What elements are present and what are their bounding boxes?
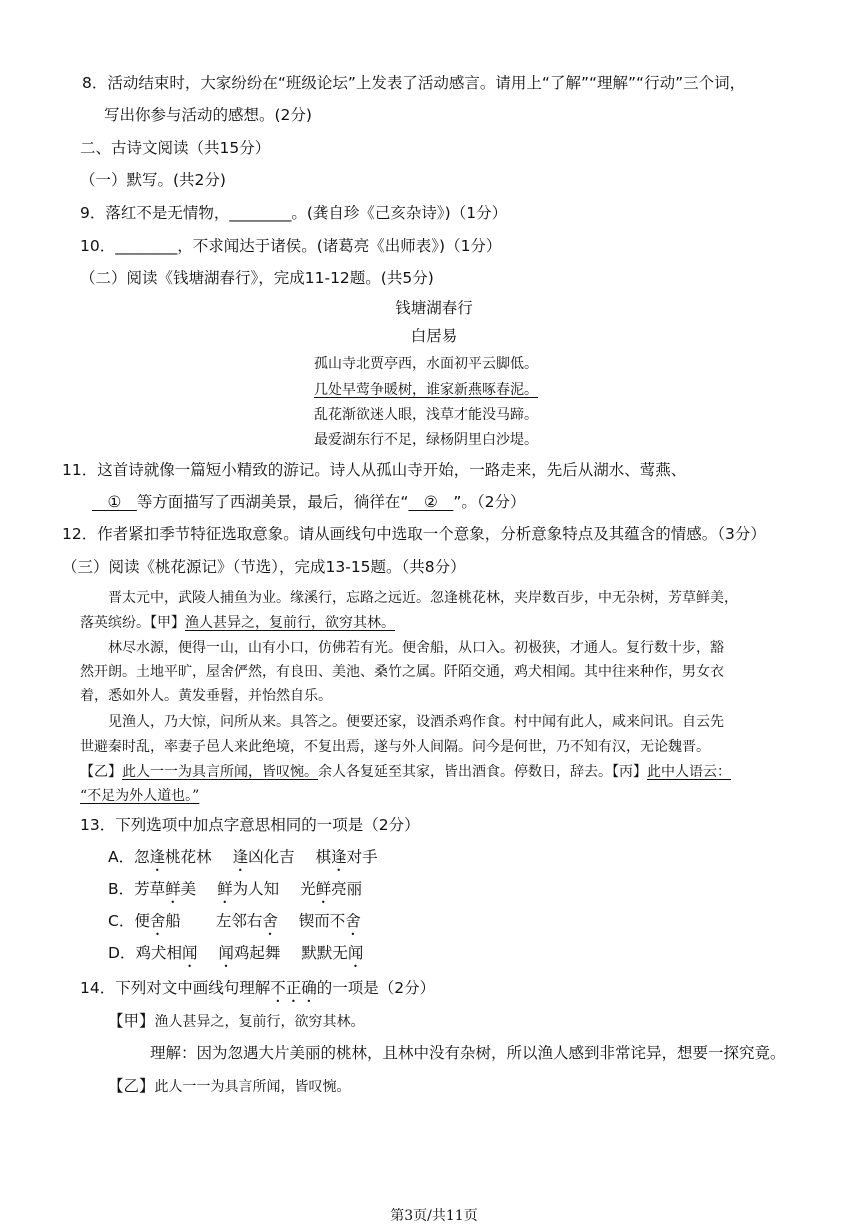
poem-line-1: 孤山寺北贾亭西，水面初平云脚低。 — [314, 356, 538, 372]
part3-title: （三）阅读《桃花源记》（节选），完成13-15题。（共8分） — [62, 558, 466, 576]
q14-stem-text: 的一项是（2分） — [316, 979, 436, 997]
section2-title: 二、古诗文阅读（共15分） — [80, 139, 271, 157]
passage-text: 【乙】 — [80, 764, 122, 780]
option-word: 棋逢对手 — [315, 848, 378, 866]
option-word: 闻鸡起舞 — [218, 944, 281, 962]
passage-p2-line1: 林尽水源，便得一山，山有小口，仿佛若有光。便舍船，从口入。初极狭，才通人。复行数十步，豁 — [108, 640, 724, 656]
option-word: 逢凶化吉 — [232, 848, 295, 866]
q8-line1: 8．活动结束时，大家纷纷在“班级论坛”上发表了活动感言。请用上“了解”“理解”“行动”三个词， — [82, 74, 746, 92]
option-label: B． — [108, 880, 135, 898]
q12: 12．作者紧扣季节特征选取意象。请从画线句中选取一个意象，分析意象特点及其蕴含的情感。（3分） — [62, 525, 766, 543]
option-label: C． — [108, 912, 135, 930]
q9: 9．落红不是无情物，________。(龚自珍《己亥杂诗》)（1分） — [80, 204, 508, 222]
option-label: A． — [108, 848, 135, 866]
passage-p2-line2: 然开朗。土地平旷，屋舍俨然，有良田、美池、桑竹之属。阡陌交通，鸡犬相闻。其中往来种作，男女衣 — [80, 664, 724, 680]
option-word: 鸡犬相闻 — [135, 944, 198, 962]
q11-line2b: ”。（2分） — [453, 493, 526, 511]
q14-stem-text: 14．下列对文中画线句理解 — [80, 979, 271, 997]
q14-jia-text: 渔人甚异之，复前行，欲穷其林。 — [154, 1014, 365, 1030]
q13-option-d — [108, 943, 363, 971]
q14-jia — [108, 1011, 365, 1032]
q14-yi-text: 此人一一为具言所闻，皆叹惋。 — [154, 1079, 351, 1095]
part2-title: （二）阅读《钱塘湖春行》，完成11-12题。(共5分) — [80, 269, 434, 287]
passage-p1-line2 — [80, 613, 395, 633]
q13-option-c — [108, 911, 361, 939]
q14-jia-understanding: 理解：因为忽遇大片美丽的桃林，且林中没有杂树，所以渔人感到非常诧异，想要一探究竟。 — [150, 1044, 786, 1062]
passage-text: 余人各复延至其家，皆出酒食。停数日，辞去。【丙】 — [318, 764, 647, 780]
option-word: 鲜为人知 — [217, 880, 280, 898]
q11-blank-2: ② — [408, 493, 454, 511]
poem-line-3: 乱花渐欲迷人眼，浅草才能没马蹄。 — [314, 407, 538, 423]
option-word: 忽逢桃花林 — [134, 848, 212, 866]
passage-p3-line4: “不足为外人道也。” — [80, 788, 200, 804]
q14-stem-emphasis: 不正确 — [270, 979, 317, 997]
q13-stem: 13．下列选项中加点字意思相同的一项是（2分） — [80, 816, 420, 834]
q11-blank-1: ① — [92, 493, 137, 511]
poem-author: 白居易 — [410, 327, 458, 345]
q14-jia-label: 【甲】 — [108, 1012, 155, 1030]
q11-line2 — [92, 492, 526, 512]
option-word: 便舍船 — [134, 912, 181, 930]
passage-p3-line1: 见渔人，乃大惊，问所从来。具答之。便要还家，设酒杀鸡作食。村中闻有此人，咸来问讯。自云先 — [108, 714, 724, 730]
q14-yi-label: 【乙】 — [108, 1077, 155, 1095]
passage-underlined-jia: 渔人甚异之，复前行，欲穷其林。 — [185, 615, 395, 631]
passage-p1-line1: 晋太元中，武陵人捕鱼为业。缘溪行，忘路之远近。忽逢桃花林，夹岸数百步，中无杂树，芳草鲜美， — [108, 590, 738, 606]
q11-line2a: 等方面描写了西湖美景，最后，徜徉在“ — [136, 493, 409, 511]
passage-underlined-bing: 此中人语云： — [647, 764, 731, 780]
option-word: 锲而不舍 — [298, 912, 361, 930]
option-word: 默默无闻 — [301, 944, 364, 962]
passage-text: 落英缤纷。【甲】 — [80, 615, 185, 631]
q8-line2: 写出你参与活动的感想。(2分) — [104, 106, 312, 124]
poem-title: 钱塘湖春行 — [395, 299, 473, 317]
q14-yi — [108, 1076, 351, 1097]
q14-stem — [80, 978, 435, 1006]
passage-underlined-yi: 此人一一为具言所闻，皆叹惋。 — [122, 764, 318, 780]
option-word: 光鲜亮丽 — [300, 880, 363, 898]
passage-p2-line3: 着，悉如外人。黄发垂髫，并怡然自乐。 — [80, 688, 332, 704]
option-word: 左邻右舍 — [215, 912, 278, 930]
passage-p3-line3 — [80, 762, 731, 782]
poem-line-4: 最爱湖东行不足，绿杨阴里白沙堤。 — [314, 432, 538, 448]
passage-p3-line2: 世避秦时乱，率妻子邑人来此绝境，不复出焉，遂与外人间隔。问今是何世，乃不知有汉，无论魏晋。 — [80, 739, 710, 755]
poem-line-2-underlined: 几处早莺争暖树，谁家新燕啄春泥。 — [314, 382, 538, 398]
option-word: 芳草鲜美 — [134, 880, 197, 898]
option-label: D． — [108, 944, 136, 962]
q11-line1: 11．这首诗就像一篇短小精致的游记。诗人从孤山寺开始，一路走来，先后从湖水、莺燕、 — [62, 461, 687, 479]
q13-option-b — [108, 879, 362, 907]
q13-option-a — [108, 847, 378, 875]
q10: 10．________，不求闻达于诸侯。(诸葛亮《出师表》)（1分） — [80, 237, 502, 255]
page-footer: 第3页/共11页 — [390, 1208, 478, 1224]
part1-title: （一）默写。(共2分) — [80, 171, 226, 189]
